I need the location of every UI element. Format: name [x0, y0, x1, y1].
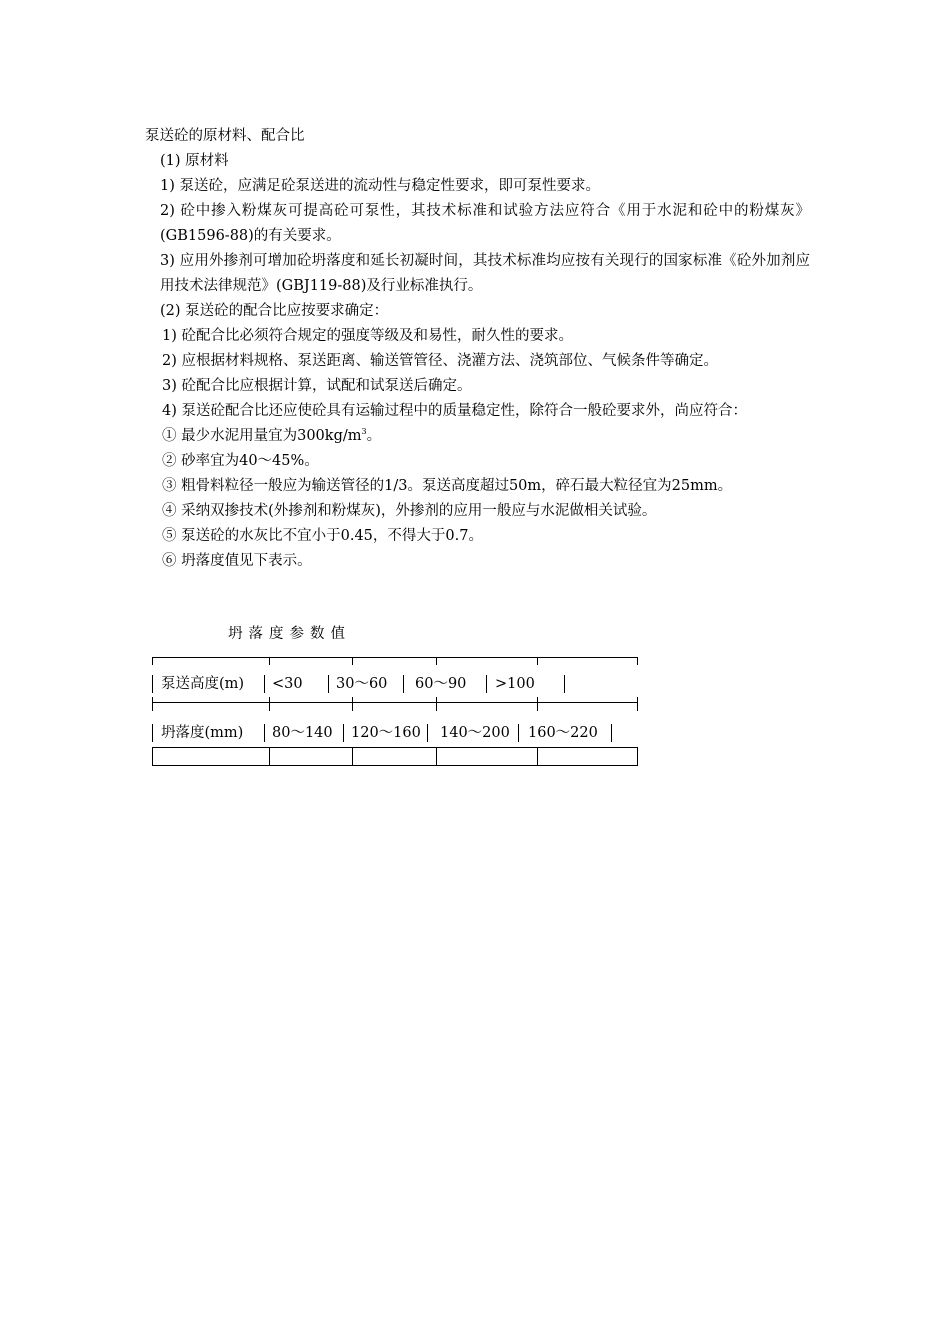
tick: [352, 657, 353, 665]
tick: [537, 697, 538, 711]
tick: [637, 657, 638, 665]
tick: [436, 697, 437, 711]
tick: [637, 697, 638, 711]
row1-cell-5: >100: [495, 676, 535, 692]
condition-3: ③ 粗骨料粒径一般应为输送管径的1/3。泵送高度超过50m，碎石最大粒径宜为25mm。: [162, 478, 733, 494]
row-bar: [518, 724, 519, 742]
table-title: 坍落度参数值: [228, 626, 351, 642]
tick: [269, 697, 270, 711]
row-bar: [328, 675, 329, 693]
row-bar: [343, 724, 344, 742]
row-bar: [427, 724, 428, 742]
row-bar: [264, 724, 265, 742]
row2-cell-5: 160～220: [528, 725, 598, 741]
row-bar: [152, 675, 153, 693]
row1-cell-4: 60～90: [415, 676, 467, 692]
cell-border: [352, 747, 353, 765]
section-2-item-4: 4) 泵送砼配合比还应使砼具有运输过程中的质量稳定性，除符合一般砼要求外，尚应符合：: [162, 403, 747, 419]
table-rule-lower: [152, 747, 638, 748]
row-bar: [611, 724, 612, 742]
condition-2: ② 砂率宜为40～45%。: [162, 453, 319, 469]
table-rule-top: [152, 657, 638, 658]
condition-1-text: ① 最少水泥用量宜为300kg/m: [162, 428, 362, 444]
row-bar: [403, 675, 404, 693]
section-2-item-1: 1) 砼配合比必须符合规定的强度等级及和易性，耐久性的要求。: [162, 328, 573, 344]
table-rule-bottom: [152, 765, 638, 766]
tick: [436, 657, 437, 665]
condition-1: [145, 424, 810, 449]
cell-border: [152, 747, 153, 765]
row1-cell-1: 泵送高度(m): [161, 676, 245, 692]
section-2-item-2: 2) 应根据材料规格、泵送距离、输送管管径、浇灌方法、浇筑部位、气候条件等确定。: [162, 353, 718, 369]
cell-border: [537, 747, 538, 765]
row2-cell-3: 120～160: [351, 725, 421, 741]
cell-border: [637, 747, 638, 765]
section-1-item-2: 2) 砼中掺入粉煤灰可提高砼可泵性，其技术标准和试验方法应符合《用于水泥和砼中的粉煤灰》(GB1596-88)的有关要求。: [160, 203, 810, 244]
row2-cell-2: 80～140: [272, 725, 333, 741]
section-1-heading: (1) 原材料: [160, 153, 229, 169]
section-2-heading: (2) 泵送砼的配合比应按要求确定：: [160, 303, 389, 319]
tick: [269, 657, 270, 665]
condition-5: ⑤ 泵送砼的水灰比不宜小于0.45，不得大于0.7。: [162, 528, 483, 544]
row1-cell-2: <30: [272, 676, 303, 692]
row2-cell-1: 坍落度(mm): [161, 725, 244, 741]
condition-4: ④ 采纳双掺技术(外掺剂和粉煤灰)，外掺剂的应用一般应与水泥做相关试验。: [162, 503, 657, 519]
section-1-item-1: 1) 泵送砼，应满足砼泵送进的流动性与稳定性要求，即可泵性要求。: [160, 178, 600, 194]
section-1-item-3: 3) 应用外掺剂可增加砼坍落度和延长初凝时间，其技术标准均应按有关现行的国家标准《砼外加剂应用技术法律规范》(GBJ119-88)及行业标准执行。: [160, 253, 810, 294]
row-bar: [486, 675, 487, 693]
tick: [152, 697, 153, 711]
row1-cell-3: 30～60: [336, 676, 388, 692]
row2-cell-4: 140～200: [440, 725, 510, 741]
tick: [537, 657, 538, 665]
document-title: 泵送砼的原材料、配合比: [145, 128, 305, 144]
cell-border: [269, 747, 270, 765]
tick: [152, 657, 153, 665]
condition-6: ⑥ 坍落度值见下表示。: [162, 553, 312, 569]
condition-1-superscript: 3: [361, 427, 367, 437]
row-bar: [264, 675, 265, 693]
row-bar: [564, 675, 565, 693]
section-2-item-3: 3) 砼配合比应根据计算，试配和试泵送后确定。: [162, 378, 472, 394]
tick: [352, 697, 353, 711]
document-body: [145, 124, 810, 574]
slump-table: [152, 657, 638, 767]
row-bar: [152, 724, 153, 742]
table-rule-middle: [152, 702, 638, 703]
cell-border: [436, 747, 437, 765]
condition-1-end: 。: [366, 428, 382, 444]
